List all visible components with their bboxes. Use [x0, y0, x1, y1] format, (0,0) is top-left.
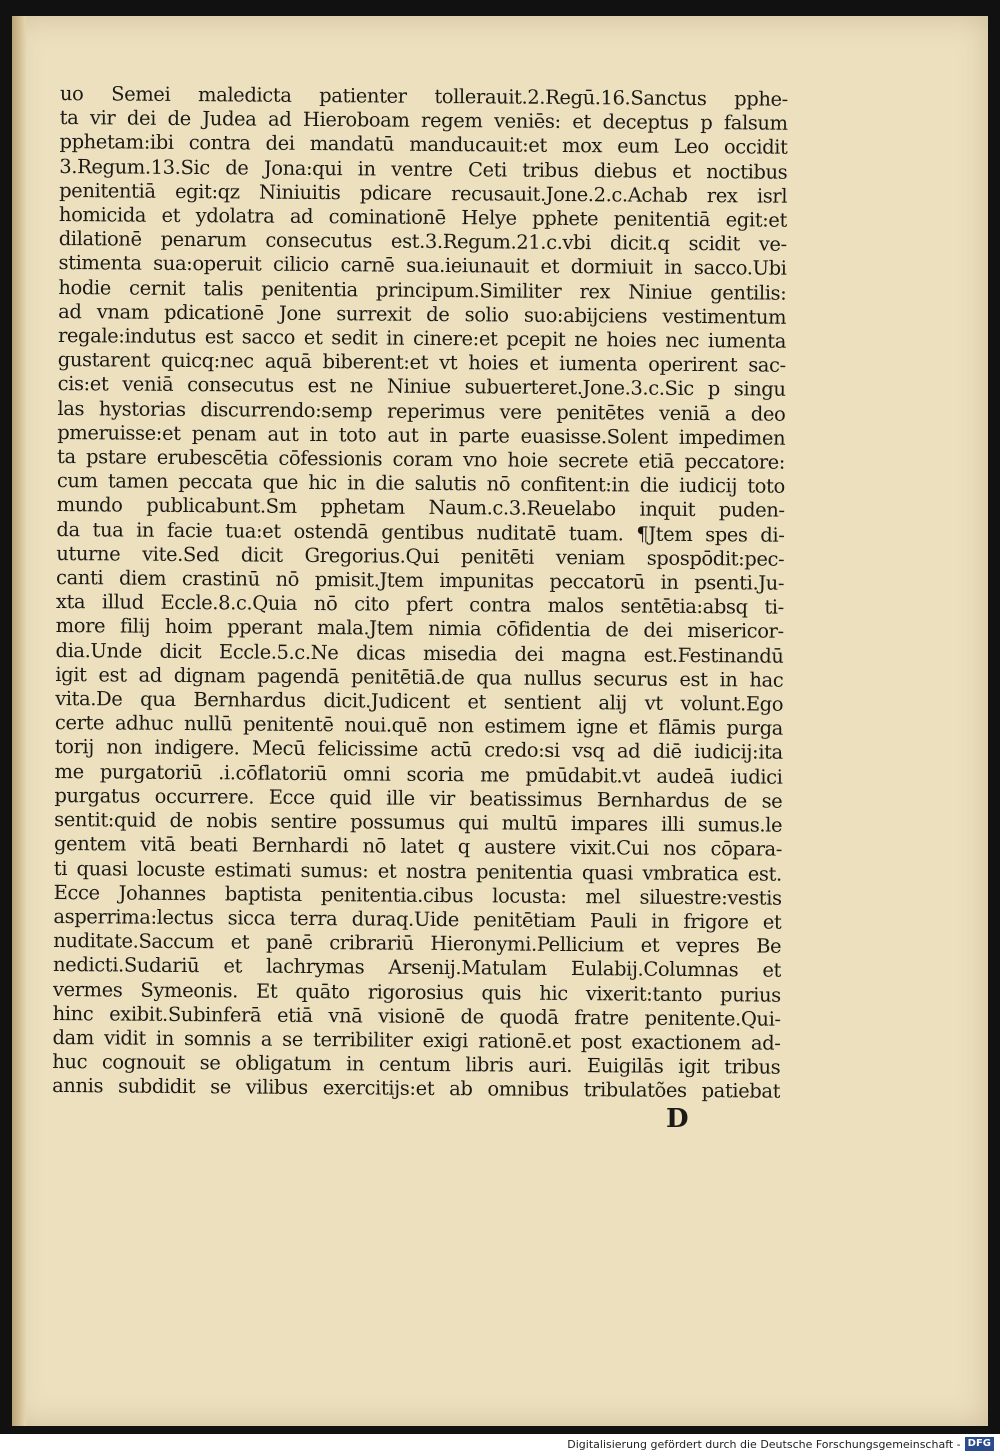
text-line: sentit:quid de nobis sentire possumus qui multū impares illi sumus.le [54, 808, 783, 837]
signature-mark: D [666, 1104, 689, 1134]
text-line: annis subdidit se vilibus exercitijs:et ab omnibus tribulatões patiebat [52, 1074, 781, 1104]
text-line: purgatus occurrere. Ecce quid ille vir beatissimus Bernhardus de se [54, 783, 783, 813]
text-line: xta illud Eccle.8.c.Quia nō cito pfert contra malos sentētia:absq ti- [55, 590, 784, 619]
text-line: cum tamen peccata que hic in die salutis nō confitent:in die iudicij toto [56, 469, 785, 498]
text-line: hinc exibit.Subinferā etiā vnā visionē de quodā fratre penitente.Qui- [52, 1001, 781, 1031]
text-line: uturne vite.Sed dicit Gregorius.Qui penitēti veniam spospōdit:pec- [56, 541, 785, 571]
text-line: homicida et ydolatra ad cominationē Helye pphete penitentiā egit:et [58, 203, 788, 232]
text-line: ti quasi locuste estimati sumus: et nostra penitentia quasi vmbratica est. [53, 856, 782, 886]
text-line: asperrima:lectus sicca terra duraq.Uide penitētiam Pauli in frigore et [53, 904, 782, 934]
text-line: vita.De qua Bernhardus dicit.Judicent et sentient alij vt volunt.Ego [55, 687, 784, 716]
text-line: da tua in facie tua:et ostendā gentibus nuditatē tuam. ¶Jtem spes di- [56, 517, 785, 547]
footer-credit [567, 1434, 994, 1454]
text-line: ta vir dei de Judea ad Hieroboam regem veniēs: et deceptus p falsum [59, 106, 788, 135]
text-line: more filij hoim pperant mala.Jtem nimia cōfidentia de dei misericor- [55, 614, 784, 644]
dfg-logo: DFG [965, 1437, 994, 1451]
text-line: penitentiā egit:qz Niniuitis pdicare recusauit.Jone.2.c.Achab rex isrl [59, 178, 788, 208]
text-line: regale:indutus est sacco et sedit in cinere:et pcepit ne hoies nec iumenta [57, 324, 787, 353]
text-line: mundo publicabunt.Sm pphetam Naum.c.3.Reuelabo inquit puden- [56, 493, 785, 523]
text-line: 3.Regum.13.Sic de Jona:qui in ventre Ceti tribus diebus et noctibus [59, 154, 788, 184]
text-line: nuditate.Saccum et panē cribrariū Hieronymi.Pellicium et vepres Be [53, 929, 782, 958]
text-line: pmeruisse:et penam aut in toto aut in parte euasisse.Solent impedimen [57, 420, 786, 450]
footer-text: Digitalisierung gefördert durch die Deutsche Forschungsgemeinschaft - [567, 1437, 961, 1451]
text-line: hodie cernit talis penitentia principum.Similiter rex Niniue gentilis: [58, 275, 787, 305]
text-line: dia.Unde dicit Eccle.5.c.Ne dicas misedia dei magna est.Festinandū [55, 638, 784, 668]
page-text [52, 82, 788, 1104]
text-line: certe adhuc nullū penitentē noui.quē non estimem igne et flāmis purga [54, 711, 784, 740]
text-line: dilationē penarum consecutus est.3.Regum.21.c.vbi dicit.q scidit ve- [58, 227, 787, 256]
text-line: gustarent quicq:nec aquā biberent:et vt hoies et iumenta operirent sac- [57, 348, 786, 377]
text-line: gentem vitā beati Bernhardi nō latet q austere vixit.Cui nos cōpara- [53, 832, 783, 861]
text-line: ad vnam pdicationē Jone surrexit de solio suo:abijciens vestimentum [58, 299, 787, 329]
text-line: stimenta sua:operuit cilicio carnē sua.ieiunauit et dormiuit in sacco.Ubi [58, 251, 787, 281]
text-line: las hystorias discurrendo:semp reperimus vere penitētes veniā a deo [57, 396, 786, 426]
text-line: Ecce Johannes baptista penitentia.cibus locusta: mel siluestre:vestis [53, 880, 782, 910]
text-line: nedicti.Sudariū et lachrymas Arsenij.Matulam Eulabij.Columnas et [52, 953, 782, 983]
text-line: huc cognouit se obligatum in centum libris auri. Euigilās igit tribus [52, 1050, 781, 1079]
text-line: ta pstare erubescētia cōfessionis coram vno hoie secrete etiā peccatore: [56, 445, 786, 474]
text-line: igit est ad dignam pagendā penitētiā.de qua nullus securus est in hac [55, 662, 784, 692]
text-line: uo Semei maledicta patienter tollerauit.2.Regū.16.Sanctus pphe- [59, 82, 788, 111]
text-line: torij non indigere. Mecū felicissime actū credo:si vsq ad diē iudicij:ita [54, 735, 783, 765]
text-line: dam vidit in somnis a se terribiliter exigi rationē.et post exactionem ad- [52, 1025, 781, 1055]
text-line: vermes Symeonis. Et quāto rigorosius quis hic vixerit:tanto purius [52, 977, 781, 1007]
text-line: me purgatoriū .i.cōflatoriū omni scoria me pmūdabit.vt audeā iudici [54, 759, 783, 789]
page-gutter-shadow [12, 16, 26, 1426]
text-line: canti diem crastinū nō pmisit.Jtem impunitas peccatorū in psenti.Ju- [56, 566, 785, 595]
text-line: cis:et veniā consecutus est ne Niniue subuerteret.Jone.3.c.Sic p singu [57, 372, 786, 402]
text-line: pphetam:ibi contra dei mandatū manducauit:et mox eum Leo occidit [59, 130, 788, 160]
